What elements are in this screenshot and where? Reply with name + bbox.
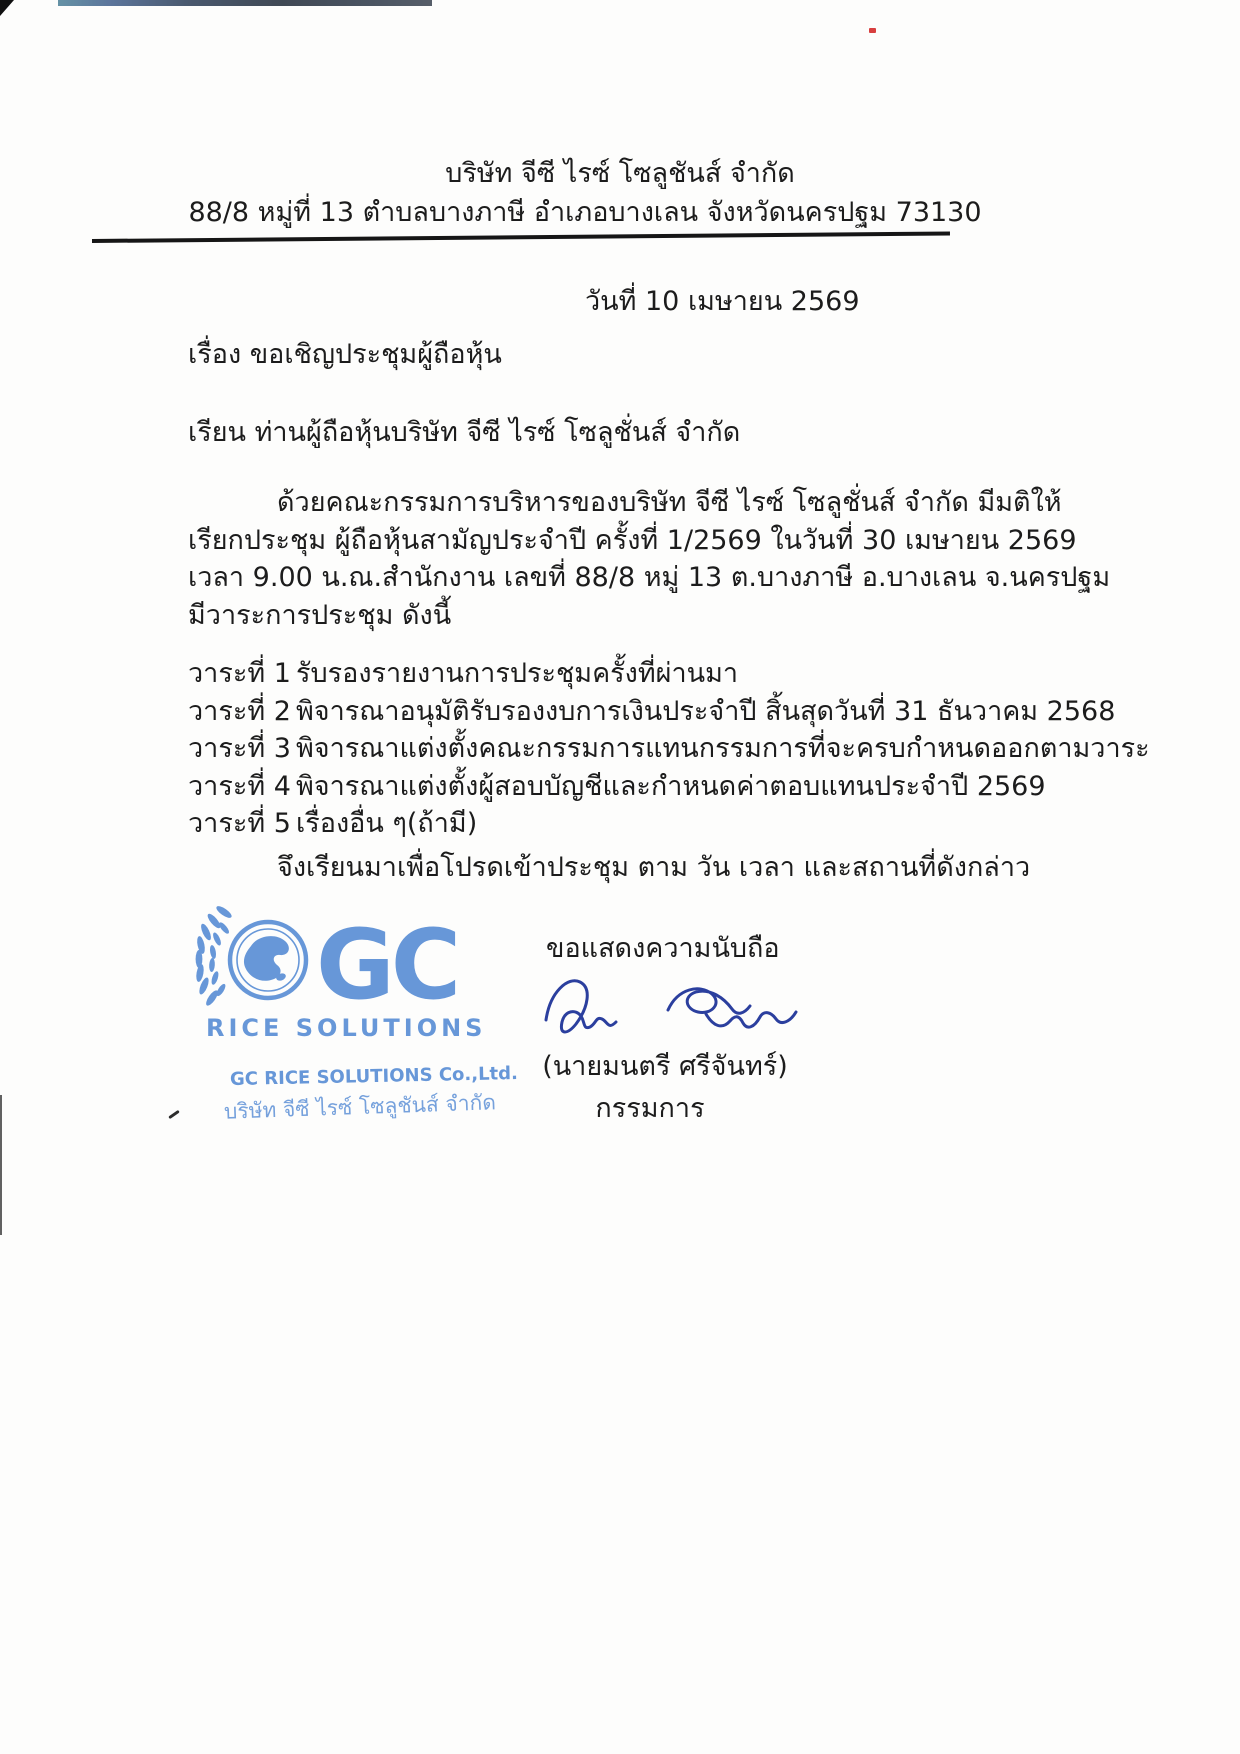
agenda-text: รับรองรายงานการประชุมครั้งที่ผ่านมา: [296, 658, 739, 689]
company-stamp: [188, 898, 519, 1138]
letterhead-rule: [92, 232, 950, 243]
salutation-line: เรียน ท่านผู้ถือหุ้นบริษัท จีซี ไรซ์ โซลูชั่นส์ จำกัด: [188, 417, 741, 448]
company-name: บริษัท จีซี ไรซ์ โซลูชันส์ จำกัด: [445, 158, 795, 189]
scan-left-edge-line: [0, 1095, 2, 1235]
body-line-4: มีวาระการประชุม ดังนี้: [188, 600, 452, 631]
agenda-row: [188, 693, 1150, 731]
globe-icon: [230, 922, 306, 998]
gc-logo: [188, 898, 500, 1010]
gc-logo-text: GC: [316, 909, 458, 1010]
respect-line: ขอแสดงความนับถือ: [546, 933, 780, 964]
agenda-number: วาระที่ 3: [188, 733, 291, 764]
agenda-number: วาระที่ 1: [188, 658, 291, 689]
stamp-company-th: บริษัท จีซี ไรซ์ โซลูชันส์ จำกัด: [223, 1090, 497, 1124]
agenda-row: [188, 655, 1150, 693]
agenda-number: วาระที่ 5: [188, 808, 291, 839]
company-address: 88/8 หมู่ที่ 13 ตำบลบางภาษี อำเภอบางเลน จังหวัดนครปฐม 73130: [188, 197, 982, 228]
stamp-company-en: GC RICE SOLUTIONS Co.,Ltd.: [229, 1062, 519, 1091]
subject-line: เรื่อง ขอเชิญประชุมผู้ถือหุ้น: [188, 339, 502, 370]
signer-name: (นายมนตรี ศรีจันทร์): [542, 1051, 788, 1082]
agenda-text: พิจารณาแต่งตั้งคณะกรรมการแทนกรรมการที่จะครบกำหนดออกตามวาระ: [296, 733, 1150, 764]
agenda-number: วาระที่ 4: [188, 770, 291, 802]
scan-corner-mark: [0, 0, 14, 16]
signature-ink: [538, 962, 838, 1057]
scan-top-edge-strip: [58, 0, 432, 6]
body-line-1: ด้วยคณะกรรมการบริหารของบริษัท จีซี ไรซ์ โซลูชั่นส์ จำกัด มีมติให้: [277, 487, 1062, 518]
agenda-text: พิจารณาแต่งตั้งผู้สอบบัญชีและกำหนดค่าตอบแทนประจำปี 2569: [296, 770, 1046, 802]
agenda-text: เรื่องอื่น ๆ(ถ้ามี): [296, 808, 478, 839]
agenda-row: [188, 730, 1150, 768]
agenda-list: [188, 655, 1150, 843]
body-line-3: เวลา 9.00 น.ณ.สำนักงาน เลขที่ 88/8 หมู่ 13 ต.บางภาษี อ.บางเลน จ.นครปฐม: [188, 562, 1111, 593]
rice-stalk-icon: [195, 904, 233, 1007]
date-line: วันที่ 10 เมษายน 2569: [585, 286, 860, 317]
signer-title: กรรมการ: [595, 1093, 705, 1124]
scan-red-speck: [869, 28, 876, 33]
agenda-text: พิจารณาอนุมัติรับรองงบการเงินประจำปี สิ้นสุดวันที่ 31 ธันวาคม 2568: [296, 695, 1116, 727]
agenda-row: [188, 805, 1150, 843]
closing-line: จึงเรียนมาเพื่อโปรดเข้าประชุม ตาม วัน เวลา และสถานที่ดังกล่าว: [277, 852, 1031, 883]
rice-solutions-label: RICE SOLUTIONS: [206, 1014, 487, 1042]
agenda-row: [188, 768, 1150, 806]
scan-pen-mark: [168, 1110, 180, 1119]
agenda-number: วาระที่ 2: [188, 695, 291, 727]
body-line-2: เรียกประชุม ผู้ถือหุ้นสามัญประจำปี ครั้งที่ 1/2569 ในวันที่ 30 เมษายน 2569: [188, 525, 1077, 556]
